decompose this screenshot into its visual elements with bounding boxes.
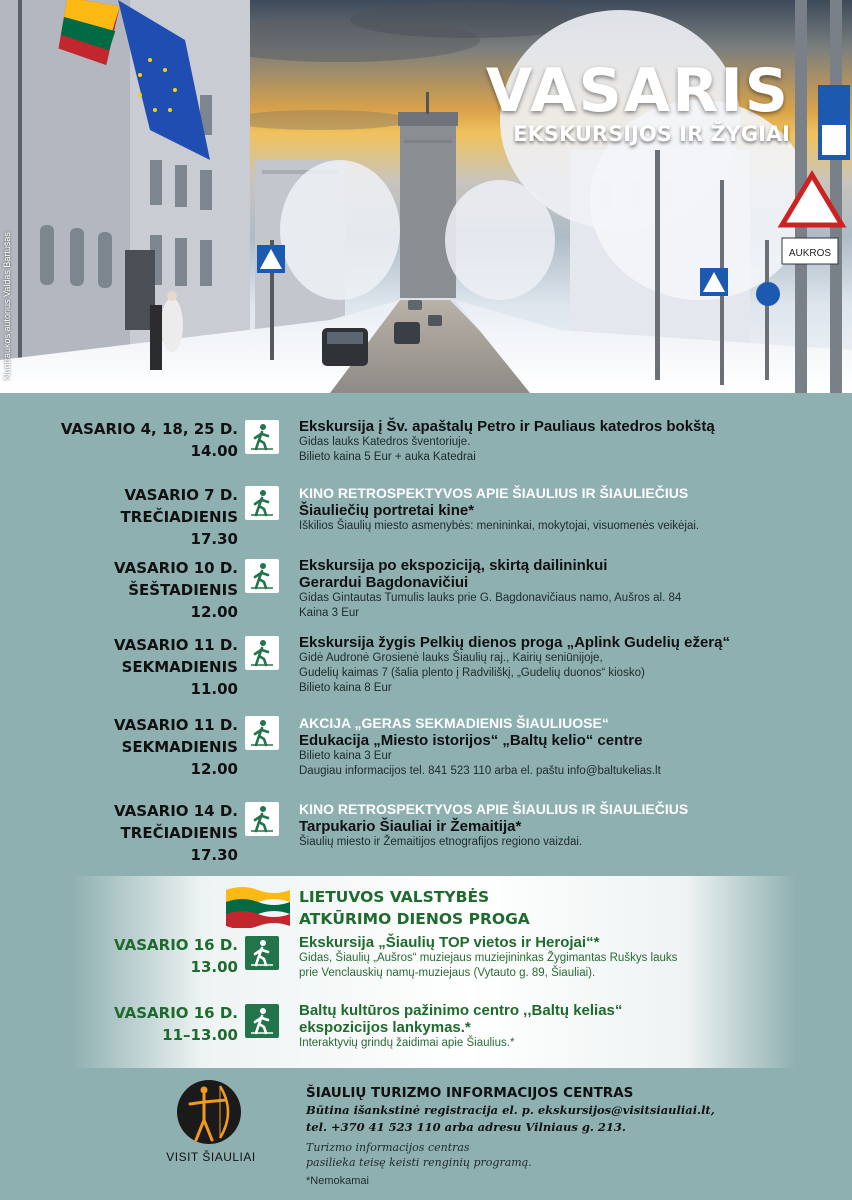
visit-siauliai-logo [176, 1078, 242, 1146]
event-date: VASARIO 11 D. SEKMADIENIS 12.00 [114, 716, 238, 778]
event-title: Ekskursija „Šiaulių TOP vietos ir Herojai“* [299, 934, 600, 951]
pedestrian-icon [245, 936, 279, 970]
event-description: Iškilios Šiaulių miesto asmenybės: menininkai, mokytojai, visuomenės veikėjai. [299, 520, 700, 532]
event-category: KINO RETROSPEKTYVOS APIE ŠIAULIUS IR ŠIAULIEČIUS [299, 801, 689, 817]
event-description: Gidas lauks Katedros šventoriuje. [299, 436, 471, 448]
event-description: Gudelių kaimas 7 (šalia plento į Radviliškį, „Gudelių duonos“ kiosko) [299, 667, 645, 679]
pedestrian-icon [245, 420, 279, 454]
event-date: VASARIO 11 D. SEKMADIENIS 11.00 [114, 636, 238, 698]
event-title: Ekskursija žygis Pelkių dienos proga „Aplink Gudelių ežerą“ [299, 634, 730, 651]
event-title: Ekskursija po ekspoziciją, skirtą dailininkui [299, 557, 608, 574]
event-description: Bilieto kaina 3 Eur [299, 750, 392, 762]
event-body [299, 484, 819, 534]
event-date: VASARIO 16 D. 11–13.00 [114, 1004, 238, 1044]
event-description: Bilieto kaina 5 Eur + auka Katedrai [299, 451, 476, 463]
event-description: Gidas, Šiaulių „Aušros“ muziejaus muziejininkas Žygimantas Ruškys lauks [299, 952, 678, 964]
event-category: KINO RETROSPEKTYVOS APIE ŠIAULIUS IR ŠIAULIEČIUS [299, 485, 689, 501]
pedestrian-icon [245, 486, 279, 520]
page-title: VASARIS [485, 56, 790, 126]
event-date: VASARIO 7 D. TREČIADIENIS 17.30 [120, 486, 238, 548]
logo-text: VISIT ŠIAULIAI [166, 1150, 256, 1164]
event-date: VASARIO 10 D. ŠEŠTADIENIS 12.00 [114, 559, 238, 621]
event-description: Bilieto kaina 8 Eur [299, 682, 392, 694]
event-description: prie Venclauskių namų-muziejaus (Vytauto g. 89, Šiauliai). [299, 967, 596, 979]
free-note: *Nemokamai [306, 1175, 369, 1187]
event-date: VASARIO 16 D. 13.00 [114, 936, 238, 976]
event-title: ekspozicijos lankymas.* [299, 1019, 471, 1036]
event-description: Kaina 3 Eur [299, 607, 360, 619]
street-sign-text: AUKROS [788, 248, 832, 259]
event-title: Šiauliečių portretai kine* [299, 502, 475, 519]
event-description: Šiaulių miesto ir Žemaitijos etnografijos regiono vaizdai. [299, 836, 583, 848]
event-body [299, 557, 819, 621]
event-title: Gerardui Bagdonavičiui [299, 574, 469, 591]
pedestrian-icon [245, 802, 279, 836]
event-body [299, 800, 819, 850]
contact-line: tel. +370 41 523 110 arba adresu Vilniaus g. 213. [306, 1120, 626, 1134]
event-body [299, 418, 819, 465]
holiday-section [72, 876, 796, 1068]
event-description: Gidas Gintautas Tumulis lauks prie G. Bagdonavičiaus namo, Aušros al. 84 [299, 592, 682, 604]
event-category: AKCIJA „GERAS SEKMADIENIS ŠIAULIUOSE“ [299, 715, 609, 731]
event-body [299, 934, 819, 981]
event-body [299, 1002, 819, 1051]
photo-credit: Nuotraukos autorius Valdas Bartušas [2, 232, 12, 380]
event-date: VASARIO 4, 18, 25 D. 14.00 [60, 420, 238, 460]
registration-line: Būtina išankstinė registracija el. p. ekskursijos@visitsiauliai.lt, [306, 1103, 715, 1117]
event-description: Interaktyvių grindų žaidimai apie Šiaulius.* [299, 1037, 515, 1049]
footer-info [306, 1084, 806, 1187]
event-title: Tarpukario Šiauliai ir Žemaitija* [299, 818, 522, 835]
disclaimer: Turizmo informacijos centras pasilieka teisę keisti renginių programą. [306, 1141, 532, 1169]
pedestrian-icon [245, 1004, 279, 1038]
page-subtitle: EKSKURSIJOS IR ŽYGIAI [513, 122, 790, 146]
pedestrian-icon [245, 636, 279, 670]
event-description: Daugiau informacijos tel. 841 523 110 arba el. paštu info@baltukelias.lt [299, 765, 661, 777]
pedestrian-icon [245, 716, 279, 750]
event-title: Edukacija „Miesto istorijos“ „Baltų kelio“ centre [299, 732, 643, 749]
holiday-title: LIETUVOS VALSTYBĖS ATKŪRIMO DIENOS PROGA [299, 888, 530, 928]
pedestrian-icon [245, 559, 279, 593]
event-body [299, 714, 819, 779]
event-body [299, 634, 819, 696]
org-title: ŠIAULIŲ TURIZMO INFORMACIJOS CENTRAS [306, 1085, 634, 1101]
event-title: Baltų kultūros pažinimo centro ,,Baltų kelias“ [299, 1002, 623, 1019]
event-title: Ekskursija į Šv. apaštalų Petro ir Pauliaus katedros bokštą [299, 418, 715, 435]
event-description: Gidė Audronė Grosienė lauks Šiaulių raj., Kairių seniūnijoje, [299, 652, 603, 664]
lithuanian-flag-icon [222, 882, 294, 928]
hero-photo [0, 0, 852, 393]
event-date: VASARIO 14 D. TREČIADIENIS 17.30 [114, 802, 238, 864]
